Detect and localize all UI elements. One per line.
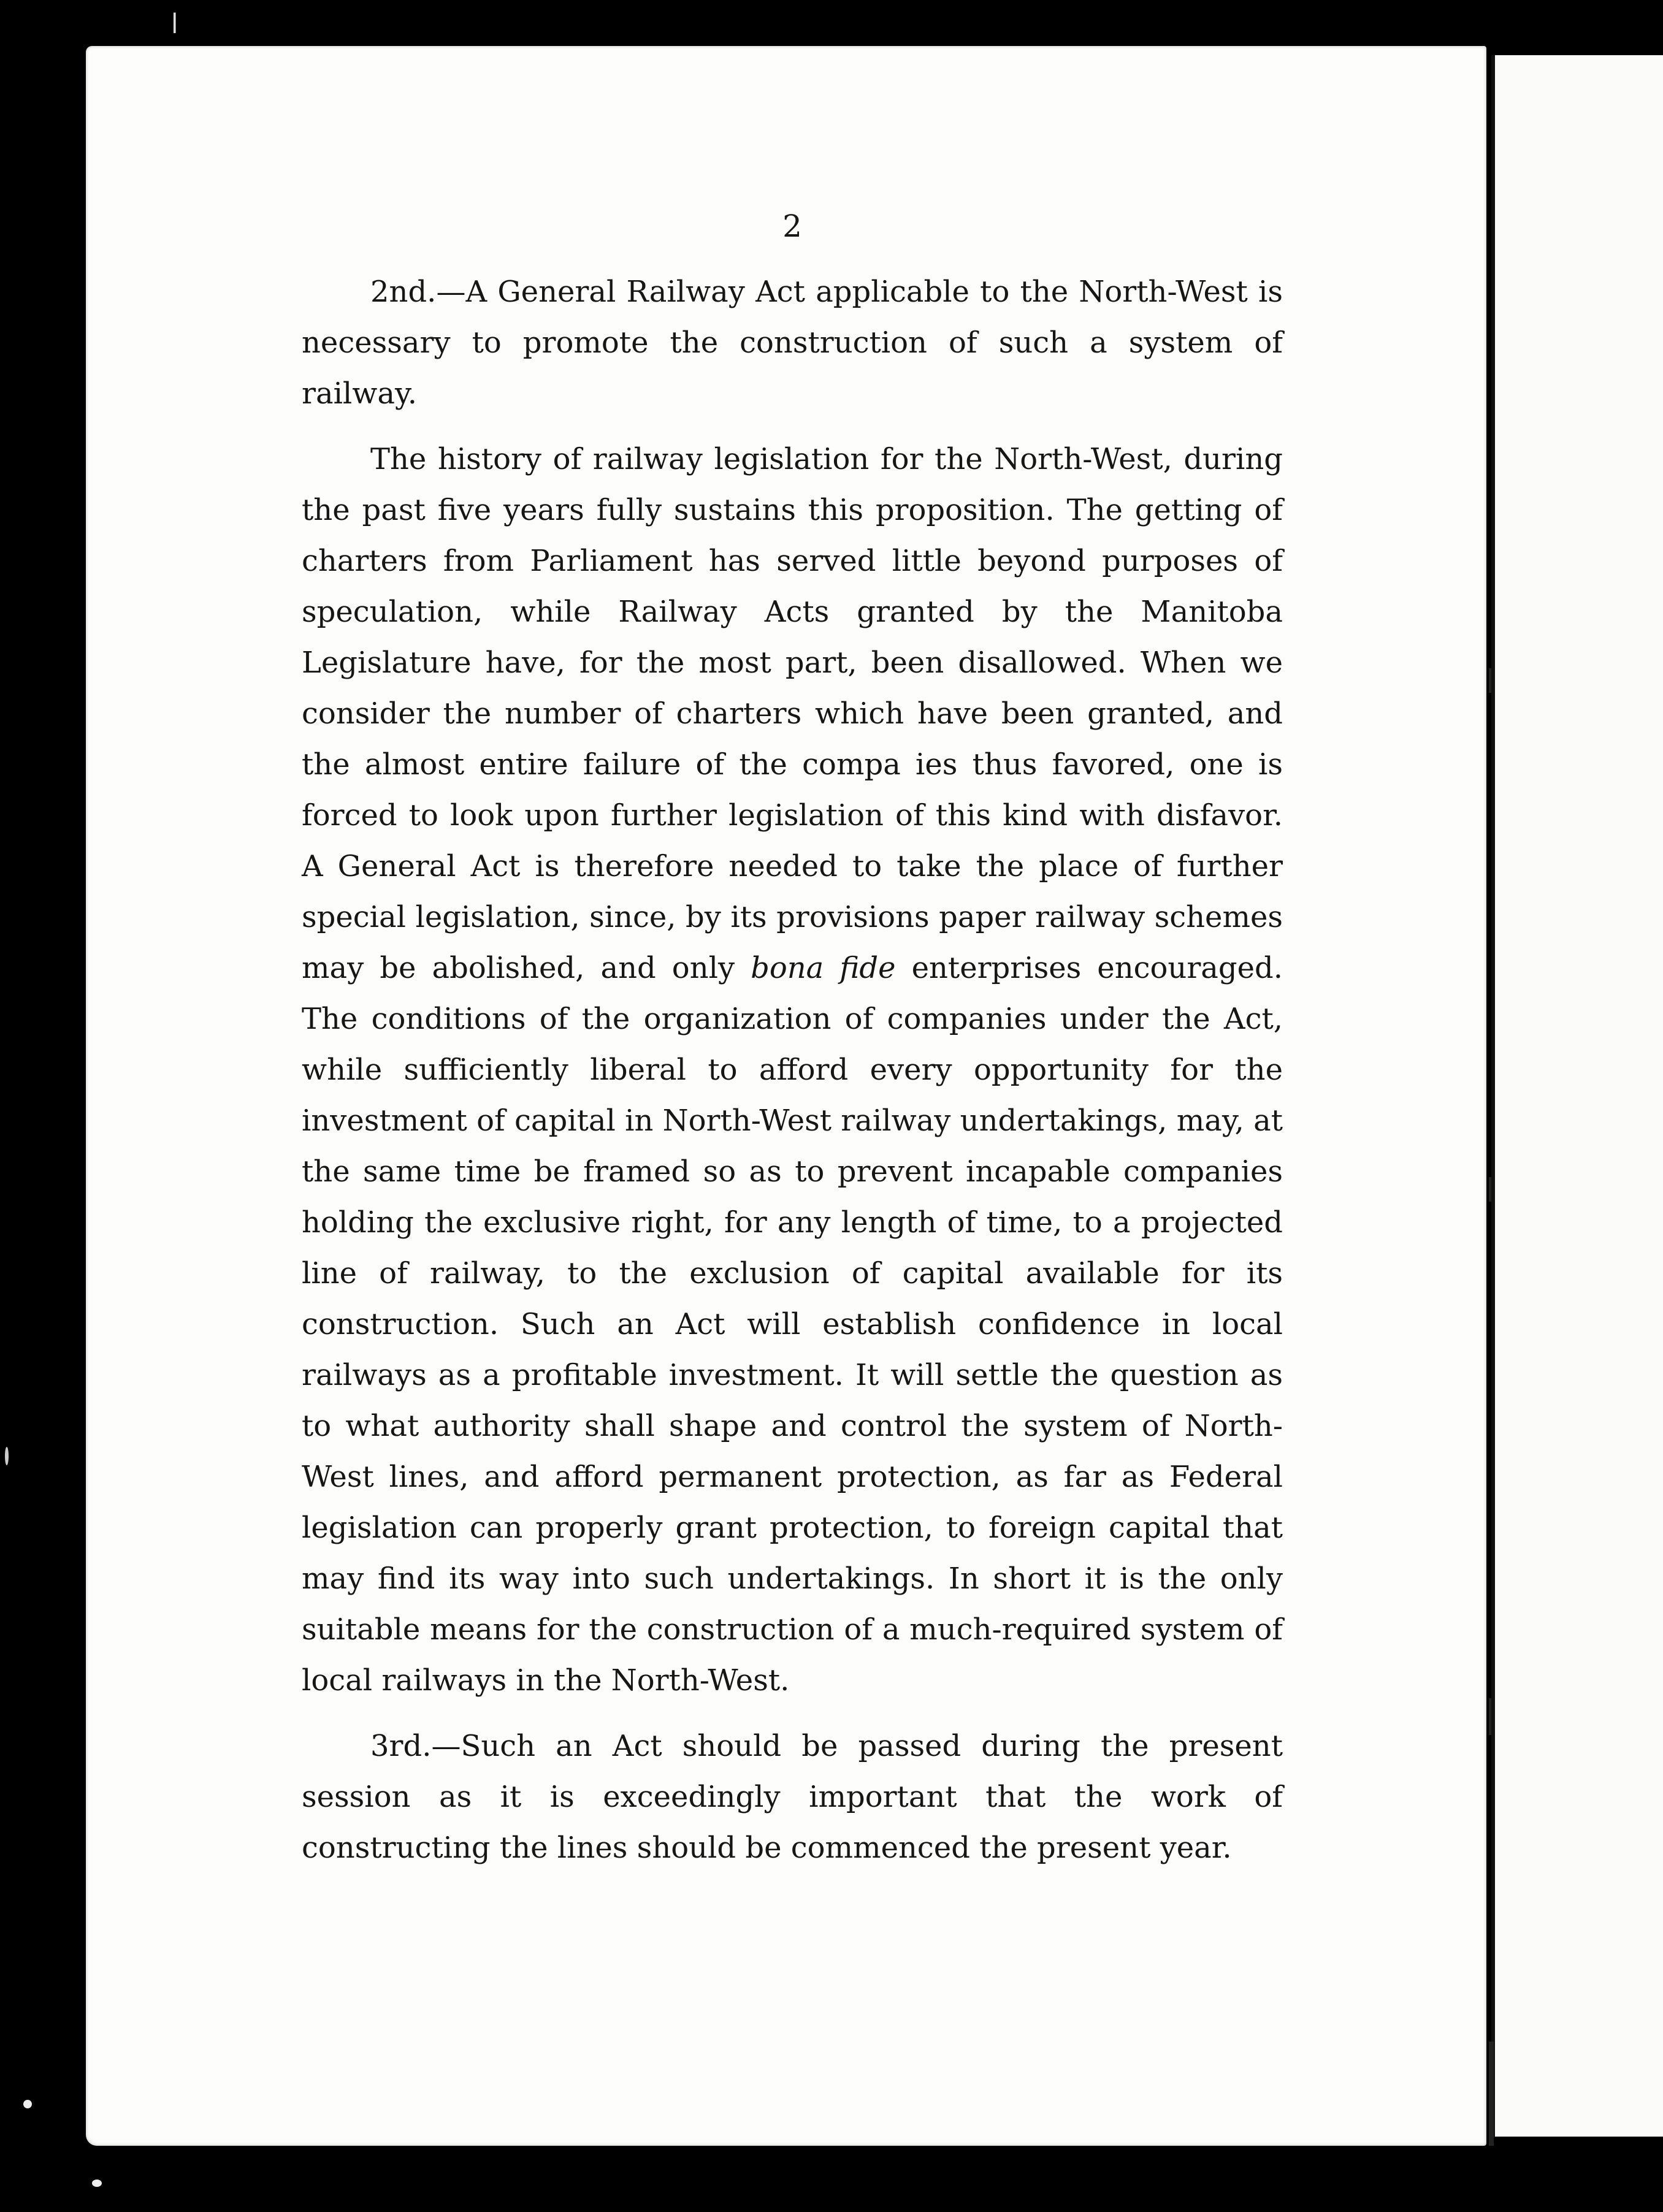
paragraph-second-point: 2nd.—A General Railway Act applicable to the North-West is necessary to promote the construction of such a system of railway.	[302, 275, 1283, 411]
page-number: 2	[782, 208, 802, 244]
page-text	[302, 201, 1283, 1888]
paragraph-history-part-1: The history of railway legislation for the North-West, during the past five years fully sustains this proposition. The getting of charters from Parliament has served little beyond purposes of speculation, while Railway Acts granted by the Manitoba Legislature have, for the most part, been disallowed. When we consider the number of charters which have been granted, and the almost entire failure of the compa ies thus favored, one is forced to look upon further legislation of this kind with disfavor. A General Act is therefore needed to take the place of further special legislation, since, by its provisions paper railway schemes may be abolished, and only	[302, 442, 1283, 985]
scan-speck	[5, 1447, 9, 1465]
paragraph-third-point: 3rd.—Such an Act should be passed during the present session as it is exceedingly important that the work of constructing the lines should be commenced the present year.	[302, 1729, 1283, 1865]
italic-phrase: bona fide	[751, 951, 896, 985]
edge-mark	[1489, 1177, 1491, 1202]
paragraph-history-part-2: enterprises encouraged. The conditions of the organization of companies under the Act, while sufficiently liberal to afford every opportunity for the investment of capital in North-West railway undertakings, may, at the same time be framed so as to prevent incapable companies holding the exclusive right, for any length of time, to a projected line of railway, to the exclusion of capital available for its construction. Such an Act will establish confidence in local railways as a profitable investment. It will settle the question as to what authority shall shape and control the system of North-West lines, and afford permanent protection, as far as Federal legislation can properly grant protection, to foreign capital that may find its way into such undertakings. In short it is the only suitable means for the construction of a much-required system of local railways in the North-West.	[302, 951, 1283, 1698]
scan-speck	[23, 2100, 32, 2108]
scan-corner-mark: ǀ	[170, 7, 179, 40]
paragraph-history	[302, 434, 1283, 1706]
edge-mark	[1489, 2042, 1494, 2146]
scan-speck	[92, 2180, 102, 2187]
adjacent-page-edge	[1491, 55, 1663, 2137]
edge-mark	[1489, 1698, 1491, 1735]
edge-mark	[1489, 668, 1491, 693]
